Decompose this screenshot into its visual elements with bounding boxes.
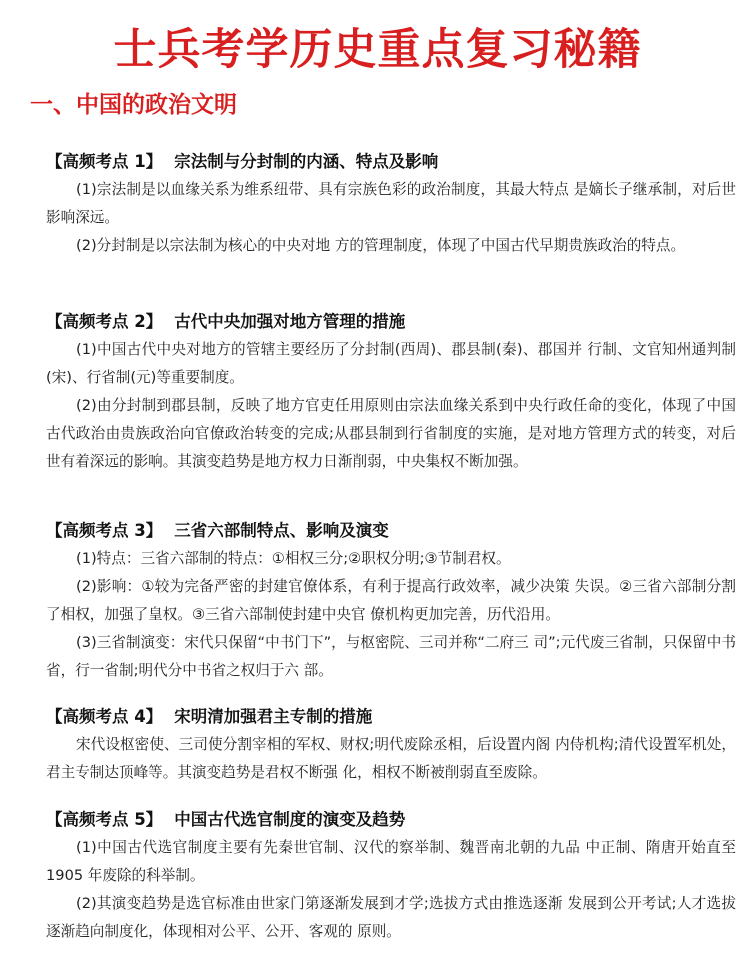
key-point-4: [46, 703, 736, 787]
paragraph: 宋代设枢密使、三司使分割宰相的军权、财权;明代废除丞相，后设置内阁 内侍机构;清代设置军机处，君主专制达顶峰等。其演变趋势是君权不断强 化，相权不断被削弱直至废除。: [46, 736, 736, 781]
paragraph: (2)影响：①较为完备严密的封建官僚体系，有利于提高行政效率，减少决策 失误。②三省六部制分割了相权，加强了皇权。③三省六部制使封建中央官 僚机构更加完善，历代沿用。: [46, 578, 736, 623]
key-point-heading: [46, 148, 736, 176]
key-point-title: 宋明清加强君主专制的措施: [174, 707, 373, 726]
key-point-tag: 【高频考点 3】: [46, 521, 163, 540]
paragraph: (1)特点：三省六部制的特点：①相权三分;②职权分明;③节制君权。: [76, 550, 511, 567]
key-point-tag: 【高频考点 5】: [46, 810, 163, 829]
key-point-heading: [46, 308, 736, 336]
key-point-heading: [46, 517, 736, 545]
key-point-tag: 【高频考点 1】: [46, 152, 163, 171]
key-point-title: 古代中央加强对地方管理的措施: [174, 312, 406, 331]
key-point-heading: [46, 703, 736, 731]
key-point-title: 宗法制与分封制的内涵、特点及影响: [174, 152, 439, 171]
key-point-1: [46, 148, 736, 260]
key-point-5: [46, 806, 736, 946]
paragraph: (1)宗法制是以血缘关系为维系纽带、具有宗族色彩的政治制度，其最大特点 是嫡长子继承制，对后世影响深远。: [46, 181, 736, 226]
section-heading: 一、中国的政治文明: [30, 91, 237, 118]
paragraph: (2)由分封制到郡县制，反映了地方官吏任用原则由宗法血缘关系到中央行政任命的变化，体现了中国古代政治由贵族政治向官僚政治转变的完成;从郡县制到行省制度的实施，是对地方管理方式的转变，对后世有着深远的影响。其演变趋势是地方权力日渐削弱，中央集权不断加强。: [46, 397, 736, 470]
paragraph: (2)分封制是以宗法制为核心的中央对地 方的管理制度，体现了中国古代早期贵族政治的特点。: [76, 237, 686, 254]
paragraph: (1)中国古代中央对地方的管辖主要经历了分封制(西周)、郡县制(秦)、郡国并 行制、文官知州通判制(宋)、行省制(元)等重要制度。: [46, 341, 736, 386]
key-point-title: 中国古代选官制度的演变及趋势: [174, 810, 406, 829]
paragraph: (1)中国古代选官制度主要有先秦世官制、汉代的察举制、魏晋南北朝的九品 中正制、隋唐开始直至 1905 年废除的科举制。: [46, 839, 736, 884]
key-point-heading: [46, 806, 736, 834]
key-point-2: [46, 308, 736, 476]
key-point-3: [46, 517, 736, 685]
paragraph: (3)三省制演变：宋代只保留“中书门下”，与枢密院、三司并称“二府三 司”;元代废三省制，只保留中书省，行一省制;明代分中书省之权归于六 部。: [46, 634, 736, 679]
paragraph: (2)其演变趋势是选官标准由世家门第逐渐发展到才学;选拔方式由推选逐渐 发展到公开考试;人才选拔逐渐趋向制度化，体现相对公平、公开、客观的 原则。: [46, 895, 736, 940]
page-title: 士兵考学历史重点复习秘籍: [113, 25, 642, 75]
key-point-tag: 【高频考点 4】: [46, 707, 163, 726]
key-point-title: 三省六部制特点、影响及演变: [174, 521, 389, 540]
key-point-tag: 【高频考点 2】: [46, 312, 163, 331]
